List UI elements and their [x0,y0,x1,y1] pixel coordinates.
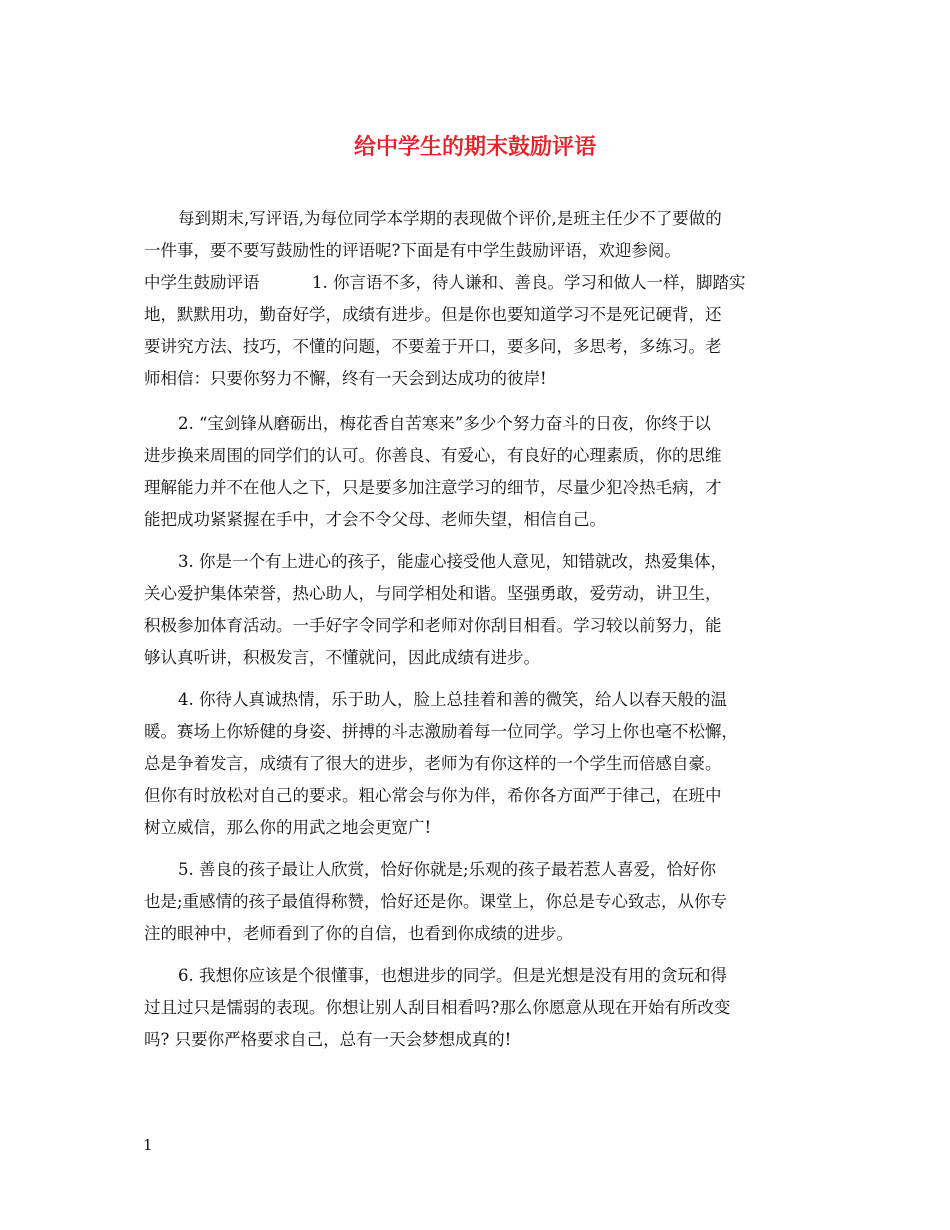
paragraph-line: 总是争着发言，成绩有了很大的进步，老师为有你这样的一个学生而倍感自豪。 [144,754,722,773]
paragraph-line: 够认真听讲，积极发言，不懂就问，因此成绩有进步。 [144,648,540,667]
page-title: 给中学生的期末鼓励评语 [353,134,596,160]
paragraph-line: 3. 你是一个有上进心的孩子，能虚心接受他人意见，知错就改，热爱集体， [178,552,727,571]
paragraph-line: 师相信：只要你努力不懈，终有一天会到达成功的彼岸! [144,369,547,388]
paragraph-line: 吗? 只要你严格要求自己，总有一天会梦想成真的! [144,1030,512,1049]
paragraph-line: 关心爱护集体荣誉，热心助人，与同学相处和谐。坚强勇敢，爱劳动，讲卫生， [144,584,722,603]
intro-line: 一件事，要不要写鼓励性的评语呢?下面是有中学生鼓励评语，欢迎参阅。 [144,241,681,260]
paragraph-line: 4. 你待人真诚热情，乐于助人，脸上总挂着和善的微笑，给人以春天般的温 [178,690,727,709]
paragraph-line: 暖。赛场上你矫健的身姿、拼搏的斗志激励着每一位同学。学习上你也毫不松懈， [144,722,738,741]
paragraph-line: 积极参加体育活动。一手好字令同学和老师对你刮目相看。学习较以前努力，能 [144,616,722,635]
paragraph-line: 但你有时放松对自己的要求。粗心常会与你为伴，希你各方面严于律己，在班中 [144,786,722,805]
paragraph-line: 理解能力并不在他人之下，只是要多加注意学习的细节，尽量少犯冷热毛病，才 [144,478,722,497]
paragraph-line: 6. 我想你应该是个很懂事，也想进步的同学。但是光想是没有用的贪玩和得 [178,966,727,985]
paragraph-line: 树立威信，那么你的用武之地会更宽广! [144,818,432,837]
paragraph-line: 也是;重感情的孩子最值得称赞，恰好还是你。课堂上，你总是专心致志，从你专 [144,892,728,911]
paragraph-line: 注的眼神中，老师看到了你的自信，也看到你成绩的进步。 [144,924,573,943]
section-heading: 中学生鼓励评语 [144,273,260,292]
paragraph-line: 地，默默用功，勤奋好学，成绩有进步。但是你也要知道学习不是死记硬背，还 [144,305,722,324]
paragraph-line: 要讲究方法、技巧，不懂的问题，不要羞于开口，要多问，多思考，多练习。老 [144,337,722,356]
paragraph-line [144,273,814,293]
paragraph-line: 5. 善良的孩子最让人欣赏，恰好你就是;乐观的孩子最若惹人喜爱，恰好你 [178,860,717,879]
paragraph-line: 2. “宝剑锋从磨砺出，梅花香自苦寒来”多少个努力奋斗的日夜，你终于以 [178,414,711,433]
intro-line: 每到期末,写评语,为每位同学本学期的表现做个评价,是班主任少不了要做的 [178,209,722,228]
paragraph-line: 能把成功紧紧握在手中，才会不令父母、老师失望，相信自己。 [144,510,606,529]
paragraph-line: 过且过只是懦弱的表现。你想让别人刮目相看吗?那么你愿意从现在开始有所改变 [144,998,731,1017]
page-number: 1 [143,1136,153,1154]
paragraph-text: 1. 你言语不多，待人谦和、善良。学习和做人一样，脚踏实 [312,273,746,292]
paragraph-line: 进步换来周围的同学们的认可。你善良、有爱心，有良好的心理素质，你的思维 [144,446,722,465]
